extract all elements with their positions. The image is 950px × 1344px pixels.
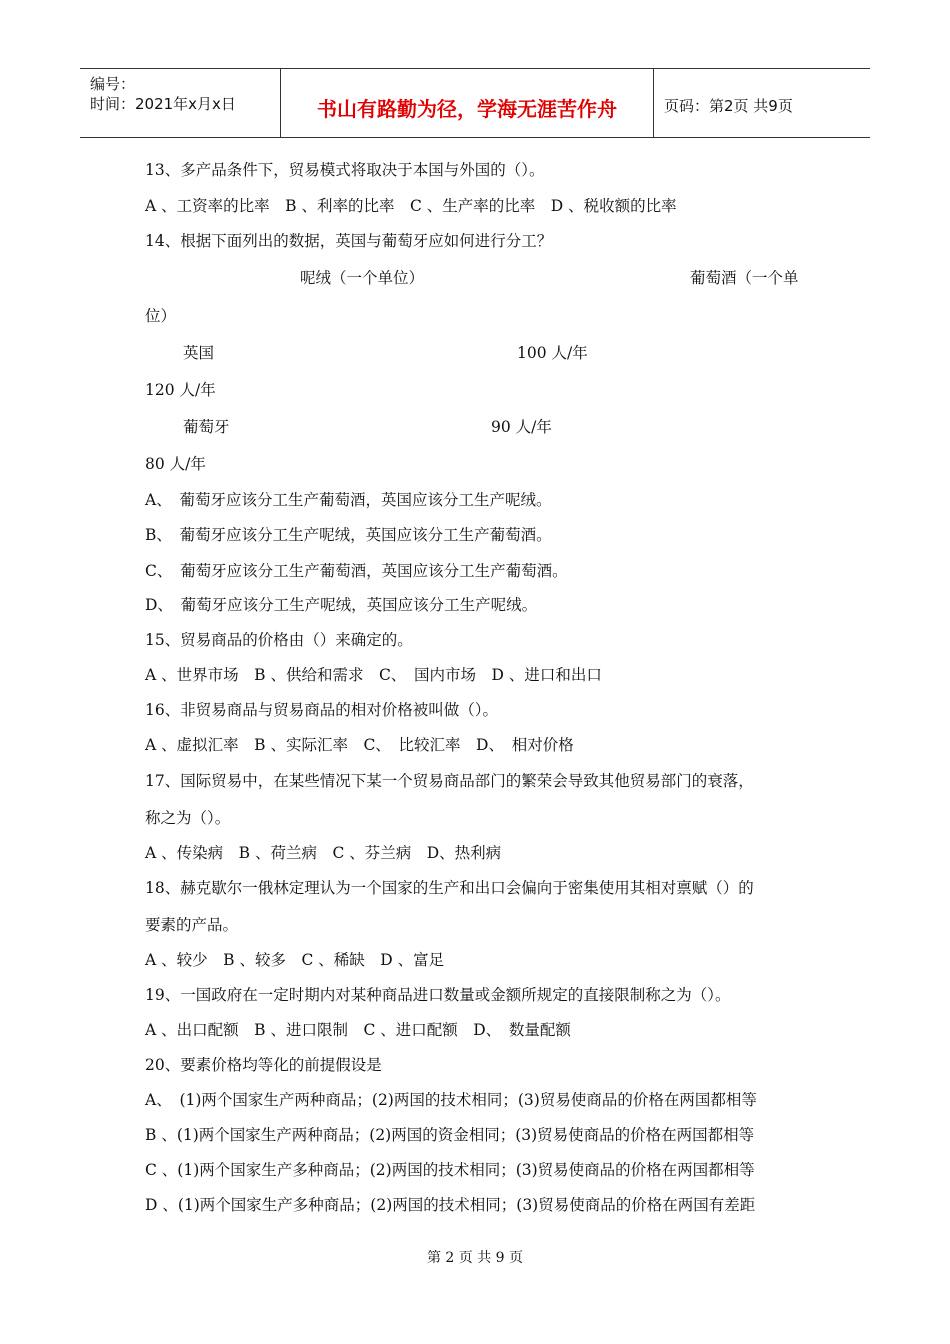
question-15-options: A 、世界市场 B 、供给和需求 C、 国内市场 D 、进口和出口 [145, 666, 602, 684]
question-20: 20、要素价格均等化的前提假设是 [145, 1056, 382, 1074]
document-header [80, 68, 870, 138]
question-14: 14、根据下面列出的数据，英国与葡萄牙应如何进行分工？ [145, 232, 553, 250]
header-motto-cell [281, 69, 654, 137]
header-page-cell [654, 69, 870, 137]
question-20-option-d: D 、(1)两个国家生产多种商品；(2)两国的技术相同；(3)贸易使商品的价格在两国有差距 [145, 1196, 756, 1214]
question-14-option-a: A、 葡萄牙应该分工生产葡萄酒，英国应该分工生产呢绒。 [145, 491, 552, 509]
table-cell-england-wine: 120 人/年 [145, 381, 216, 399]
question-20-option-c: C 、(1)两个国家生产多种商品；(2)两国的技术相同；(3)贸易使商品的价格在两国都相等 [145, 1161, 755, 1179]
question-15: 15、贸易商品的价格由（）来确定的。 [145, 631, 413, 649]
question-18-options: A 、较少 B 、较多 C 、稀缺 D 、富足 [145, 951, 445, 969]
question-18-cont: 要素的产品。 [145, 916, 239, 934]
question-20-option-b: B 、(1)两个国家生产两种商品；(2)两国的资金相同；(3)贸易使商品的价格在两国都相等 [145, 1126, 755, 1144]
question-19-options: A 、出口配额 B 、进口限制 C 、进口配额 D、 数量配额 [145, 1021, 571, 1039]
table-header-cloth: 呢绒（一个单位） [300, 269, 425, 287]
question-13-options: A 、工资率的比率 B 、利率的比率 C 、生产率的比率 D 、税收额的比率 [145, 197, 677, 215]
table-cell-england-cloth: 100 人/年 [517, 344, 588, 362]
question-20-option-a: A、 (1)两个国家生产两种商品；(2)两国的技术相同；(3)贸易使商品的价格在两国都相等 [145, 1091, 757, 1109]
header-number-label: 编号： [90, 75, 136, 93]
question-13: 13、多产品条件下，贸易模式将取决于本国与外国的（）。 [145, 161, 545, 179]
question-17: 17、国际贸易中，在某些情况下某一个贸易商品部门的繁荣会导致其他贸易部门的衰落， [145, 772, 754, 790]
table-row-portugal: 葡萄牙 [183, 418, 230, 436]
question-18: 18、赫克歇尔一俄林定理认为一个国家的生产和出口会偏向于密集使用其相对禀赋（）的 [145, 879, 754, 897]
header-date: 时间：2021年x月x日 [90, 95, 236, 113]
table-header-wine: 葡萄酒（一个单 [690, 269, 799, 287]
table-cell-portugal-cloth: 90 人/年 [491, 418, 552, 436]
question-17-options: A 、传染病 B 、荷兰病 C 、芬兰病 D、热利病 [145, 844, 502, 862]
question-16-options: A 、虚拟汇率 B 、实际汇率 C、 比较汇率 D、 相对价格 [145, 736, 574, 754]
header-motto: 书山有路勤为径，学海无涯苦作舟 [317, 97, 617, 121]
question-16: 16、非贸易商品与贸易商品的相对价格被叫做（）。 [145, 701, 498, 719]
question-17-cont: 称之为（）。 [145, 809, 231, 827]
question-14-option-b: B、 葡萄牙应该分工生产呢绒，英国应该分工生产葡萄酒。 [145, 526, 552, 544]
question-19: 19、一国政府在一定时期内对某种商品进口数量或金额所规定的直接限制称之为（）。 [145, 986, 731, 1004]
page-footer: 第 2 页 共 9 页 [426, 1250, 524, 1266]
table-cell-portugal-wine: 80 人/年 [145, 455, 206, 473]
question-14-option-c: C、 葡萄牙应该分工生产葡萄酒，英国应该分工生产葡萄酒。 [145, 562, 568, 580]
header-page-info: 页码：第2页 共9页 [664, 97, 793, 115]
table-row-england: 英国 [183, 344, 215, 362]
table-header-wine-cont: 位） [145, 307, 177, 325]
header-info-cell [80, 69, 281, 137]
question-14-option-d: D、 葡萄牙应该分工生产呢绒，英国应该分工生产呢绒。 [145, 596, 538, 614]
